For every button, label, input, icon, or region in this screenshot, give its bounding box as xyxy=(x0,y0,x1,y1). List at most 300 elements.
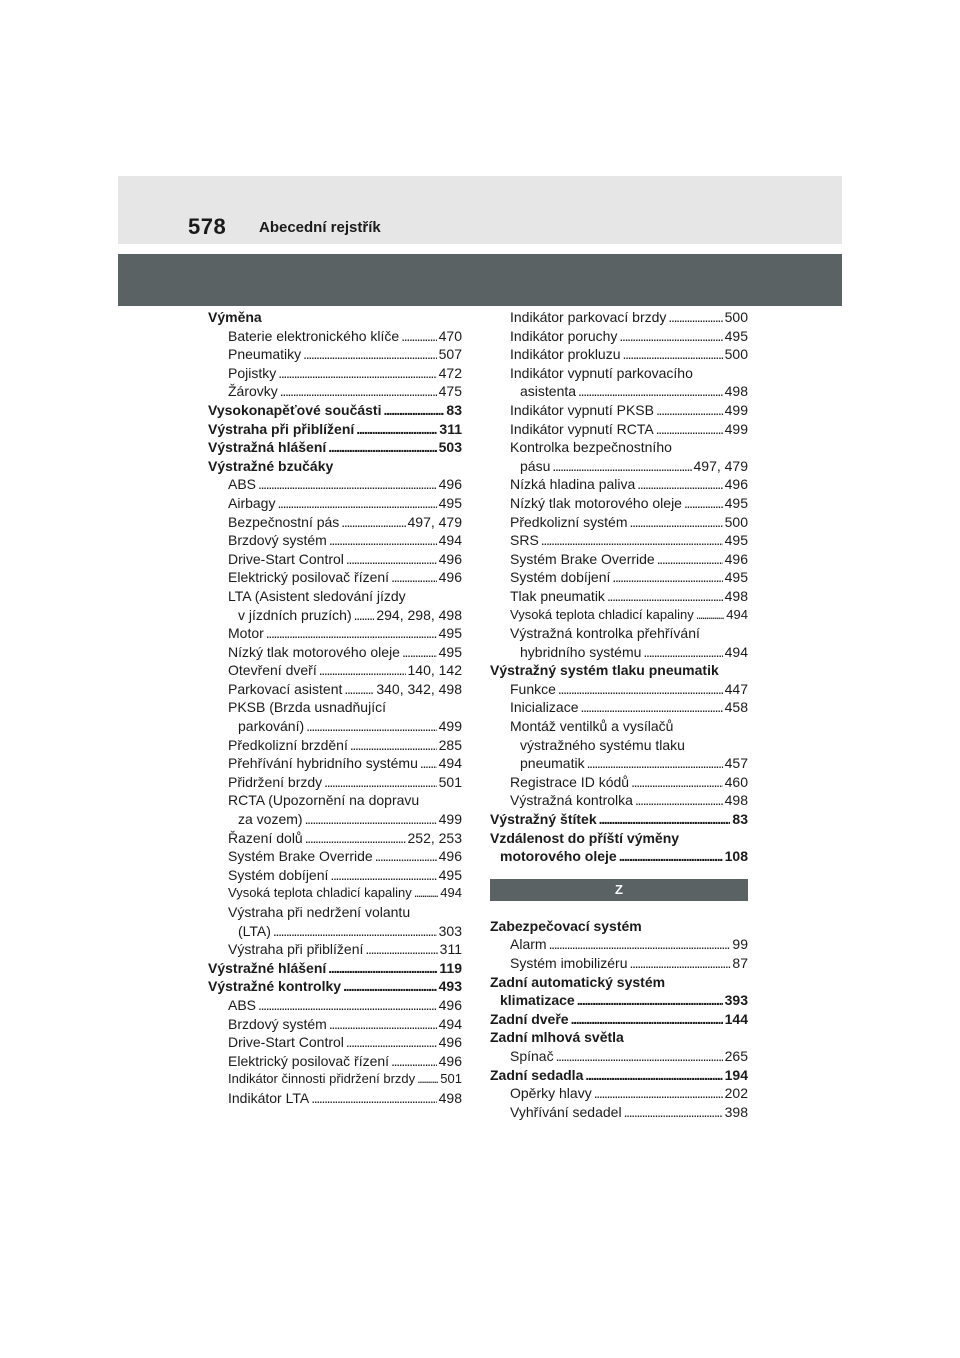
dot-leader xyxy=(341,513,405,532)
entry-page-ref: 496 xyxy=(438,996,462,1013)
entry-label: Výměna xyxy=(208,309,262,325)
dot-leader xyxy=(414,884,439,903)
entry-page-ref: 140, 142 xyxy=(407,662,462,679)
entry-page-ref: 447 xyxy=(724,680,748,697)
index-entry-sub xyxy=(208,587,462,606)
index-entry-sub xyxy=(490,754,748,773)
entry-label: Brzdový systém xyxy=(228,532,327,549)
entry-page-ref: 294, 298, 498 xyxy=(376,606,462,623)
dot-leader xyxy=(619,847,723,866)
entry-label: Systém dobíjení xyxy=(228,866,329,883)
dot-leader xyxy=(578,382,723,401)
entry-page-ref: 496 xyxy=(438,848,462,865)
entry-label: Předkolizní brzdění xyxy=(228,736,348,753)
dot-leader xyxy=(401,327,436,346)
index-entry-sub xyxy=(490,624,748,643)
index-entry-sub xyxy=(490,587,748,606)
entry-page-ref: 496 xyxy=(438,550,462,567)
entry-label: ABS xyxy=(228,996,257,1013)
index-entry-main xyxy=(490,917,748,936)
entry-label: Elektrický posilovač řízení xyxy=(228,1052,390,1069)
dot-leader xyxy=(629,954,730,973)
index-entry-sub xyxy=(208,1033,462,1052)
entry-label: LTA (Asistent sledování jízdy xyxy=(228,587,406,604)
entry-label: parkování) xyxy=(238,718,305,735)
index-entry-sub xyxy=(490,773,748,792)
entry-label: Systém Brake Override xyxy=(228,848,373,865)
entry-page-ref: 498 xyxy=(438,1089,462,1106)
dot-leader xyxy=(656,420,723,439)
dot-leader xyxy=(629,513,722,532)
index-entry-sub xyxy=(208,475,462,494)
entry-label: Airbagy xyxy=(228,494,276,511)
dot-leader xyxy=(306,717,436,736)
index-entry-main xyxy=(490,1066,748,1085)
dot-leader xyxy=(635,791,723,810)
entry-label: Kontrolka bezpečnostního xyxy=(510,439,672,456)
dot-leader xyxy=(356,420,437,439)
entry-label: Tlak pneumatik xyxy=(510,587,605,604)
dot-leader xyxy=(571,1010,723,1029)
entry-label: Výstražná kontrolka přehřívání xyxy=(510,625,700,642)
entry-label: Přehřívání hybridního systému xyxy=(228,755,418,772)
index-entry-sub xyxy=(490,531,748,550)
index-entry-sub xyxy=(490,345,748,364)
entry-page-ref: 202 xyxy=(724,1085,748,1102)
entry-page-ref: 83 xyxy=(446,401,462,418)
entry-label: Inicializace xyxy=(510,699,579,716)
entry-label: Vysoká teplota chladicí kapaliny xyxy=(228,885,412,901)
dot-leader xyxy=(266,624,437,643)
entry-page-ref: 494 xyxy=(438,532,462,549)
entry-label: Baterie elektronického klíče xyxy=(228,327,400,344)
entry-label: Přidržení brzdy xyxy=(228,773,323,790)
entry-label: Spínač xyxy=(510,1047,554,1064)
entry-label: Výstraha při přiblížení xyxy=(228,941,364,958)
entry-page-ref: 458 xyxy=(724,699,748,716)
index-entry-sub xyxy=(208,791,462,810)
entry-label: Výstražná hlášení xyxy=(208,439,327,456)
header-bar xyxy=(118,176,842,244)
index-entry-sub xyxy=(490,1047,748,1066)
entry-label: Zadní automatický systém xyxy=(490,973,666,990)
entry-label: Motor xyxy=(228,625,264,642)
dot-leader xyxy=(328,959,437,978)
index-entry-sub xyxy=(208,643,462,662)
dot-leader xyxy=(329,1015,437,1034)
entry-page-ref: 493 xyxy=(438,978,462,995)
index-entry-sub xyxy=(490,438,748,457)
entry-page-ref: 499 xyxy=(724,401,748,418)
dot-leader xyxy=(420,754,437,773)
entry-label: ABS xyxy=(228,476,257,493)
entry-label: Bezpečnostní pás xyxy=(228,513,340,530)
dot-leader xyxy=(365,940,437,959)
dot-leader xyxy=(552,457,691,476)
dot-leader xyxy=(624,1103,723,1122)
dot-leader xyxy=(417,1070,438,1089)
entry-label: Výstražné hlášení xyxy=(208,959,327,976)
index-entry-sub xyxy=(208,698,462,717)
dot-leader xyxy=(668,308,722,327)
index-entry-sub xyxy=(208,531,462,550)
index-entry-main xyxy=(490,1028,748,1047)
entry-label: Zadní dveře xyxy=(490,1010,569,1027)
dot-leader xyxy=(402,643,437,662)
entry-page-ref: 470 xyxy=(438,327,462,344)
entry-label: Indikátor poruchy xyxy=(510,327,618,344)
entry-page-ref: 311 xyxy=(439,941,462,958)
entry-label: Výstražné bzučáky xyxy=(208,457,334,474)
index-entry-sub xyxy=(490,420,748,439)
index-entry-sub xyxy=(490,382,748,401)
entry-label: Vysokonapěťové součásti xyxy=(208,401,382,418)
index-entry-sub xyxy=(208,940,462,959)
header-band xyxy=(118,254,842,306)
dot-leader xyxy=(594,1084,723,1103)
entry-page-ref: 496 xyxy=(724,550,748,567)
entry-label: Vzdálenost do příští výměny xyxy=(490,829,680,846)
index-entry-sub xyxy=(490,457,748,476)
index-entry-sub xyxy=(208,829,462,848)
entry-label: Indikátor LTA xyxy=(228,1089,310,1106)
dot-leader xyxy=(311,1089,436,1108)
entry-page-ref: 108 xyxy=(724,848,748,865)
entry-page-ref: 497, 479 xyxy=(407,513,462,530)
entry-page-ref: 194 xyxy=(724,1066,748,1083)
dot-leader xyxy=(391,1052,437,1071)
dot-leader xyxy=(303,345,436,364)
entry-label: Alarm xyxy=(510,936,547,953)
index-entry-sub xyxy=(208,364,462,383)
entry-page-ref: 499 xyxy=(438,811,462,828)
entry-label: Indikátor vypnutí RCTA xyxy=(510,420,654,437)
entry-page-ref: 83 xyxy=(732,811,748,828)
index-entry-sub xyxy=(490,513,748,532)
entry-label: Parkovací asistent xyxy=(228,680,343,697)
index-entry-sub xyxy=(208,550,462,569)
entry-label: Indikátor činnosti přidržení brzdy xyxy=(228,1071,416,1087)
entry-page-ref: 500 xyxy=(724,346,748,363)
index-entry-sub xyxy=(208,327,462,346)
dot-leader xyxy=(607,587,723,606)
dot-leader xyxy=(556,1047,723,1066)
index-entry-sub xyxy=(490,1103,748,1122)
entry-page-ref: 393 xyxy=(724,992,748,1009)
entry-label: asistenta xyxy=(520,383,577,400)
entry-label: Výstražné kontrolky xyxy=(208,978,342,995)
index-entry-main xyxy=(490,847,748,866)
entry-label: Nízká hladina paliva xyxy=(510,476,636,493)
index-entry-sub xyxy=(208,884,462,903)
dot-leader xyxy=(324,773,436,792)
index-entry-sub xyxy=(490,680,748,699)
index-entry-sub xyxy=(208,717,462,736)
entry-label: Řazení dolů xyxy=(228,829,303,846)
entry-label: Drive-Start Control xyxy=(228,550,344,567)
entry-page-ref: 495 xyxy=(438,625,462,642)
dot-leader xyxy=(328,438,436,457)
dot-leader xyxy=(656,401,723,420)
entry-label: Otevření dveří xyxy=(228,662,317,679)
entry-page-ref: 503 xyxy=(438,439,462,456)
entry-page-ref: 494 xyxy=(440,885,462,901)
entry-label: Indikátor parkovací brzdy xyxy=(510,309,667,325)
entry-page-ref: 507 xyxy=(438,346,462,363)
entry-label: RCTA (Upozornění na dopravu xyxy=(228,792,420,809)
index-entry-sub xyxy=(490,550,748,569)
dot-leader xyxy=(585,1066,722,1085)
index-entry-sub xyxy=(208,1089,462,1108)
entry-label: Zadní mlhová světla xyxy=(490,1029,624,1046)
entry-page-ref: 495 xyxy=(724,569,748,586)
entry-label: hybridního systému xyxy=(520,643,642,660)
entry-page-ref: 494 xyxy=(726,606,748,622)
entry-label: SRS xyxy=(510,532,539,549)
entry-label: Drive-Start Control xyxy=(228,1034,344,1051)
index-entry-sub xyxy=(490,327,748,346)
index-entry-main xyxy=(208,959,462,978)
dot-leader xyxy=(391,568,437,587)
index-entry-sub xyxy=(208,494,462,513)
entry-page-ref: 303 xyxy=(438,922,462,939)
entry-label: Pneumatiky xyxy=(228,346,302,363)
index-entry-sub xyxy=(208,568,462,587)
entry-page-ref: 457 xyxy=(724,755,748,772)
entry-page-ref: 496 xyxy=(438,476,462,493)
dot-leader xyxy=(258,475,437,494)
entry-label: Montáž ventilků a vysílačů xyxy=(510,718,674,735)
index-entry-sub xyxy=(490,401,748,420)
index-entry-sub xyxy=(490,935,748,954)
index-entry-sub xyxy=(490,606,748,625)
index-entry-sub xyxy=(208,736,462,755)
entry-label: Výstražná kontrolka xyxy=(510,792,633,809)
index-entry-main xyxy=(208,308,462,327)
entry-label: Nízký tlak motorového oleje xyxy=(228,643,400,660)
dot-leader xyxy=(354,606,375,625)
entry-label: (LTA) xyxy=(238,922,271,939)
entry-page-ref: 252, 253 xyxy=(407,829,462,846)
dot-leader xyxy=(305,810,437,829)
entry-page-ref: 496 xyxy=(724,476,748,493)
dot-leader xyxy=(587,754,723,773)
entry-page-ref: 498 xyxy=(724,587,748,604)
entry-page-ref: 472 xyxy=(438,364,462,381)
index-entry-sub xyxy=(490,364,748,383)
dot-leader xyxy=(599,810,731,829)
dot-leader xyxy=(577,991,723,1010)
page-number: 578 xyxy=(188,214,227,239)
index-entry-main xyxy=(208,420,462,439)
index-entry-main xyxy=(490,973,748,992)
entry-page-ref: 496 xyxy=(438,1052,462,1069)
index-entry-sub xyxy=(208,996,462,1015)
entry-page-ref: 499 xyxy=(724,420,748,437)
dot-leader xyxy=(657,550,723,569)
index-entry-main xyxy=(490,991,748,1010)
entry-page-ref: 311 xyxy=(439,420,462,437)
entry-label: Žárovky xyxy=(228,383,278,400)
index-entry-sub xyxy=(208,1052,462,1071)
index-entry-main xyxy=(208,401,462,420)
dot-leader xyxy=(631,773,723,792)
index-entry-sub xyxy=(208,382,462,401)
index-entry-sub xyxy=(490,698,748,717)
dot-leader xyxy=(277,494,436,513)
entry-page-ref: 497, 479 xyxy=(693,457,748,474)
index-entry-sub xyxy=(208,661,462,680)
dot-leader xyxy=(619,327,722,346)
dot-leader xyxy=(637,475,722,494)
entry-page-ref: 496 xyxy=(438,1034,462,1051)
index-entry-sub xyxy=(208,810,462,829)
entry-page-ref: 498 xyxy=(724,383,748,400)
entry-page-ref: 495 xyxy=(724,327,748,344)
dot-leader xyxy=(329,531,437,550)
entry-page-ref: 499 xyxy=(438,718,462,735)
index-entry-sub xyxy=(490,643,748,662)
entry-page-ref: 494 xyxy=(724,643,748,660)
entry-label: Pojistky xyxy=(228,364,277,381)
index-entry-main xyxy=(490,1010,748,1029)
entry-label: motorového oleje xyxy=(500,848,617,865)
index-entry-sub xyxy=(208,903,462,922)
dot-leader xyxy=(580,698,722,717)
index-entry-sub xyxy=(208,606,462,625)
entry-label: Předkolizní systém xyxy=(510,513,628,530)
entry-label: Indikátor vypnutí parkovacího xyxy=(510,364,693,381)
index-entry-sub xyxy=(208,773,462,792)
entry-label: Funkce xyxy=(510,680,556,697)
entry-page-ref: 475 xyxy=(438,383,462,400)
index-entry-sub xyxy=(490,494,748,513)
entry-label: za vozem) xyxy=(238,811,303,828)
index-entry-sub xyxy=(208,866,462,885)
index-entry-sub xyxy=(208,922,462,941)
entry-label: Výstražný štítek xyxy=(490,811,597,828)
entry-page-ref: 495 xyxy=(724,494,748,511)
entry-label: Výstraha při přiblížení xyxy=(208,420,355,437)
index-entry-sub xyxy=(490,308,748,327)
entry-page-ref: 99 xyxy=(732,936,748,953)
entry-page-ref: 501 xyxy=(440,1071,462,1087)
index-entry-sub xyxy=(208,847,462,866)
index-entry-sub xyxy=(490,568,748,587)
entry-label: Zabezpečovací systém xyxy=(490,917,642,934)
dot-leader xyxy=(258,996,437,1015)
entry-page-ref: 144 xyxy=(724,1010,748,1027)
entry-page-ref: 500 xyxy=(724,309,748,325)
entry-page-ref: 495 xyxy=(438,643,462,660)
index-entry-sub xyxy=(208,754,462,773)
entry-page-ref: 495 xyxy=(724,532,748,549)
index-entry-sub xyxy=(490,954,748,973)
entry-page-ref: 285 xyxy=(438,736,462,753)
entry-label: v jízdních pruzích) xyxy=(238,606,352,623)
dot-leader xyxy=(375,847,437,866)
index-entry-sub xyxy=(490,475,748,494)
dot-leader xyxy=(696,606,725,625)
dot-leader xyxy=(346,550,437,569)
entry-label: Nízký tlak motorového oleje xyxy=(510,494,682,511)
entry-page-ref: 494 xyxy=(438,1015,462,1032)
dot-leader xyxy=(541,531,723,550)
entry-page-ref: 498 xyxy=(724,792,748,809)
index-entry-sub xyxy=(208,345,462,364)
entry-page-ref: 265 xyxy=(724,1047,748,1064)
entry-label: PKSB (Brzda usnadňující xyxy=(228,699,386,716)
section-header-letter: Z xyxy=(490,879,748,901)
dot-leader xyxy=(350,736,437,755)
index-entry-sub xyxy=(208,680,462,699)
entry-label: Indikátor prokluzu xyxy=(510,346,621,363)
entry-label: Vysoká teplota chladicí kapaliny xyxy=(510,606,694,622)
entry-label: Opěrky hlavy xyxy=(510,1085,592,1102)
index-entry-main xyxy=(490,829,748,848)
index-entry-main xyxy=(208,457,462,476)
dot-leader xyxy=(684,494,723,513)
entry-label: pneumatik xyxy=(520,755,585,772)
entry-label: Registrace ID kódů xyxy=(510,773,630,790)
index-entry-sub xyxy=(490,791,748,810)
dot-leader xyxy=(549,935,731,954)
index-column-left xyxy=(208,308,462,1108)
entry-label: Výstražný systém tlaku pneumatik xyxy=(490,662,719,679)
index-entry-sub xyxy=(208,513,462,532)
index-entry-main xyxy=(490,810,748,829)
index-entry-main xyxy=(208,977,462,996)
dot-leader xyxy=(319,661,406,680)
entry-page-ref: 460 xyxy=(724,773,748,790)
dot-leader xyxy=(330,866,436,885)
entry-label: Systém imobilizéru xyxy=(510,955,628,971)
dot-leader xyxy=(343,977,437,996)
dot-leader xyxy=(280,382,437,401)
entry-page-ref: 500 xyxy=(724,513,748,530)
entry-label: výstražného systému tlaku xyxy=(520,736,685,753)
dot-leader xyxy=(558,680,723,699)
dot-leader xyxy=(623,345,723,364)
entry-page-ref: 398 xyxy=(724,1103,748,1120)
entry-page-ref: 495 xyxy=(438,866,462,883)
dot-leader xyxy=(273,922,437,941)
dot-leader xyxy=(383,401,444,420)
index-entry-sub xyxy=(490,1084,748,1103)
entry-page-ref: 496 xyxy=(438,569,462,586)
entry-label: Elektrický posilovač řízení xyxy=(228,569,390,586)
dot-leader xyxy=(344,680,374,699)
entry-page-ref: 340, 342, 498 xyxy=(376,680,462,697)
entry-label: Systém Brake Override xyxy=(510,550,655,567)
entry-label: Brzdový systém xyxy=(228,1015,327,1032)
page-title: Abecední rejstřík xyxy=(259,219,381,236)
entry-page-ref: 495 xyxy=(438,494,462,511)
index-entry-sub xyxy=(208,1015,462,1034)
index-entry-sub xyxy=(490,736,748,755)
index-entry-sub xyxy=(208,624,462,643)
dot-leader xyxy=(346,1033,437,1052)
entry-label: Výstraha při nedržení volantu xyxy=(228,904,411,920)
entry-label: klimatizace xyxy=(500,992,575,1009)
entry-label: pásu xyxy=(520,457,551,474)
entry-label: Zadní sedadla xyxy=(490,1066,584,1083)
index-entry-main xyxy=(490,661,748,680)
entry-label: Vyhřívání sedadel xyxy=(510,1103,622,1120)
entry-label: Systém dobíjení xyxy=(510,569,611,586)
entry-page-ref: 119 xyxy=(439,959,462,976)
index-entry-main xyxy=(208,438,462,457)
